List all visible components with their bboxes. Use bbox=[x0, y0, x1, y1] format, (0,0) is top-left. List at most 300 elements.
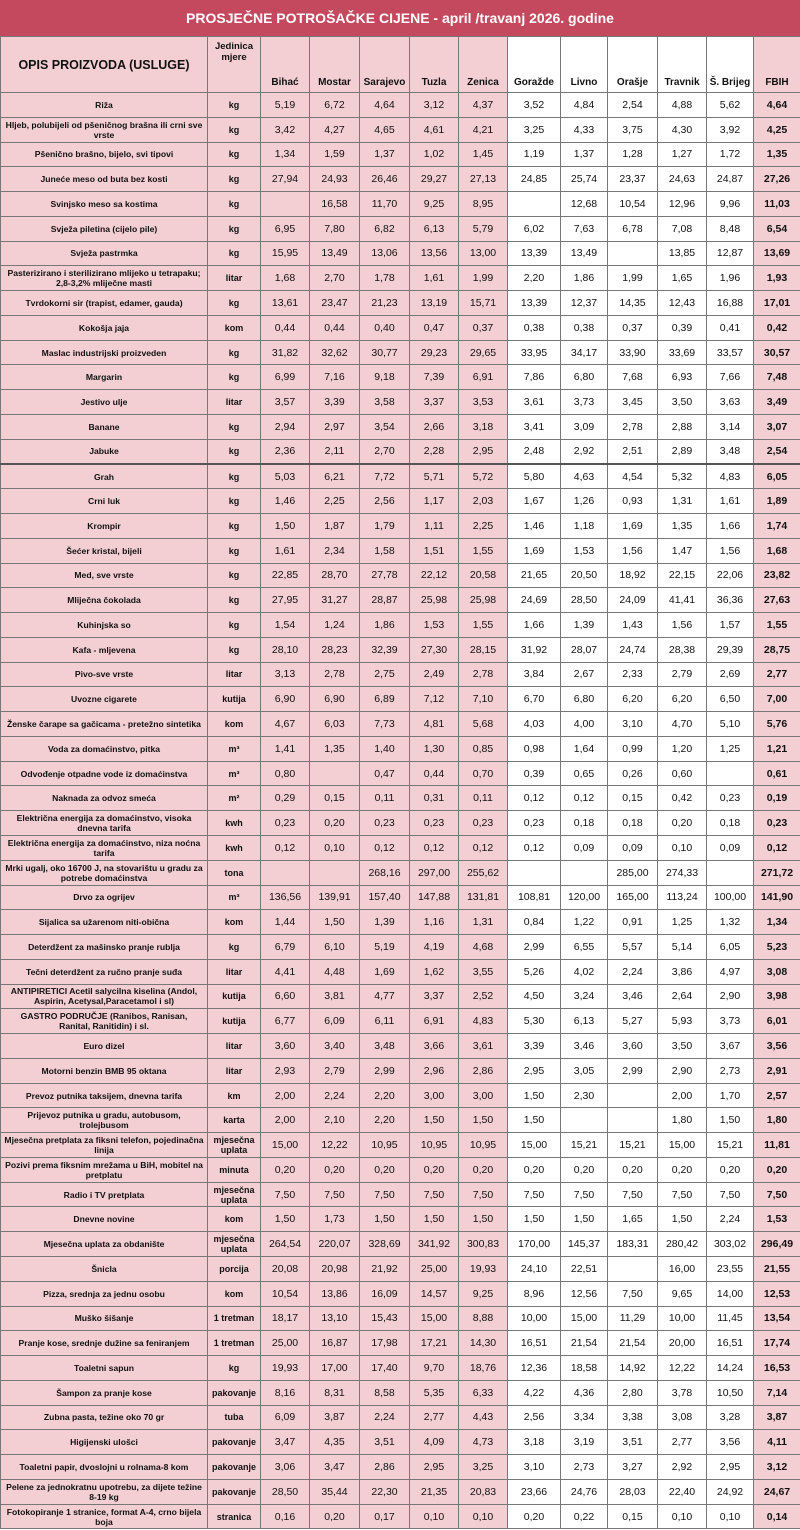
price-cell: 9,70 bbox=[410, 1356, 459, 1381]
fbih-average-cell: 13,69 bbox=[754, 241, 800, 266]
price-cell: 12,43 bbox=[658, 291, 707, 316]
price-cell bbox=[508, 192, 561, 217]
price-cell: 14,57 bbox=[410, 1281, 459, 1306]
price-cell: 0,93 bbox=[608, 489, 658, 514]
price-cell: 7,50 bbox=[608, 1281, 658, 1306]
price-cell: 0,10 bbox=[310, 835, 360, 860]
price-cell: 35,44 bbox=[310, 1479, 360, 1504]
price-cell: 280,42 bbox=[658, 1232, 707, 1257]
price-cell: 4,88 bbox=[658, 93, 707, 118]
price-cell: 2,90 bbox=[707, 984, 754, 1009]
price-cell: 0,20 bbox=[261, 1157, 310, 1182]
fbih-average-cell: 3,12 bbox=[754, 1455, 800, 1480]
price-cell: 21,65 bbox=[508, 563, 561, 588]
table-row bbox=[1, 1380, 800, 1405]
unit-of-measure: km bbox=[208, 1083, 261, 1108]
price-cell: 15,00 bbox=[410, 1306, 459, 1331]
price-cell: 3,48 bbox=[707, 439, 754, 464]
price-cell: 2,49 bbox=[410, 662, 459, 687]
unit-of-measure: litar bbox=[208, 390, 261, 415]
price-cell: 3,38 bbox=[608, 1405, 658, 1430]
price-cell: 0,23 bbox=[707, 786, 754, 811]
price-cell: 6,91 bbox=[410, 1009, 459, 1034]
product-description: Svježa pastrmka bbox=[1, 241, 208, 266]
price-cell: 2,92 bbox=[658, 1455, 707, 1480]
price-cell: 3,60 bbox=[608, 1034, 658, 1059]
price-cell: 0,23 bbox=[261, 811, 310, 836]
price-cell: 1,50 bbox=[261, 514, 310, 539]
product-description: Odvođenje otpadne vode iz domaćinstva bbox=[1, 761, 208, 786]
unit-of-measure: kg bbox=[208, 365, 261, 390]
price-cell: 19,93 bbox=[261, 1356, 310, 1381]
price-cell: 0,12 bbox=[508, 786, 561, 811]
fbih-average-cell: 11,03 bbox=[754, 192, 800, 217]
price-cell: 3,92 bbox=[707, 117, 754, 142]
unit-of-measure: minuta bbox=[208, 1157, 261, 1182]
price-cell: 6,90 bbox=[261, 687, 310, 712]
price-cell: 16,09 bbox=[360, 1281, 410, 1306]
price-cell: 31,92 bbox=[508, 637, 561, 662]
price-cell: 1,50 bbox=[410, 1207, 459, 1232]
price-cell: 6,09 bbox=[310, 1009, 360, 1034]
price-cell: 1,11 bbox=[410, 514, 459, 539]
price-cell: 3,73 bbox=[561, 390, 608, 415]
price-cell: 4,02 bbox=[561, 959, 608, 984]
price-cell: 5,80 bbox=[508, 464, 561, 489]
price-cell bbox=[561, 860, 608, 885]
price-cell bbox=[707, 860, 754, 885]
unit-of-measure: kg bbox=[208, 241, 261, 266]
price-cell: 5,68 bbox=[459, 712, 508, 737]
product-description: Uvozne cigarete bbox=[1, 687, 208, 712]
price-cell: 2,86 bbox=[360, 1455, 410, 1480]
table-row bbox=[1, 860, 800, 885]
product-description: Higijenski ulošci bbox=[1, 1430, 208, 1455]
fbih-average-cell: 23,82 bbox=[754, 563, 800, 588]
price-cell: 1,40 bbox=[360, 736, 410, 761]
fbih-average-cell: 3,08 bbox=[754, 959, 800, 984]
price-cell: 0,16 bbox=[261, 1504, 310, 1529]
price-cell: 2,66 bbox=[410, 414, 459, 439]
unit-of-measure: kg bbox=[208, 613, 261, 638]
price-cell: 0,12 bbox=[459, 835, 508, 860]
price-cell: 2,73 bbox=[561, 1455, 608, 1480]
price-cell: 2,34 bbox=[310, 538, 360, 563]
price-cell: 22,15 bbox=[658, 563, 707, 588]
fbih-average-cell: 3,87 bbox=[754, 1405, 800, 1430]
price-cell: 2,95 bbox=[459, 439, 508, 464]
price-cell: 3,47 bbox=[261, 1430, 310, 1455]
price-cell: 9,25 bbox=[459, 1281, 508, 1306]
price-cell: 2,00 bbox=[261, 1108, 310, 1133]
price-cell: 183,31 bbox=[608, 1232, 658, 1257]
price-cell: 8,31 bbox=[310, 1380, 360, 1405]
unit-of-measure: kg bbox=[208, 538, 261, 563]
price-cell: 27,95 bbox=[261, 588, 310, 613]
price-cell: 6,80 bbox=[561, 687, 608, 712]
price-cell: 0,18 bbox=[707, 811, 754, 836]
price-cell: 15,21 bbox=[707, 1133, 754, 1158]
price-cell: 1,51 bbox=[410, 538, 459, 563]
price-cell bbox=[608, 1256, 658, 1281]
price-cell: 1,66 bbox=[707, 514, 754, 539]
product-description: Dnevne novine bbox=[1, 1207, 208, 1232]
price-cell: 3,40 bbox=[310, 1034, 360, 1059]
fbih-average-cell: 271,72 bbox=[754, 860, 800, 885]
price-cell: 18,92 bbox=[608, 563, 658, 588]
unit-of-measure: litar bbox=[208, 266, 261, 291]
unit-of-measure: kg bbox=[208, 167, 261, 192]
price-cell bbox=[608, 241, 658, 266]
unit-of-measure: m³ bbox=[208, 885, 261, 910]
price-cell: 3,81 bbox=[310, 984, 360, 1009]
price-cell: 13,49 bbox=[561, 241, 608, 266]
price-cell: 4,48 bbox=[310, 959, 360, 984]
product-description: ANTIPIRETICI Acetil salycilna kiselina (Andol, Aspirin, Acetysal,Paracetamol i sl) bbox=[1, 984, 208, 1009]
price-cell: 28,50 bbox=[561, 588, 608, 613]
price-cell: 3,55 bbox=[459, 959, 508, 984]
price-cell: 34,17 bbox=[561, 340, 608, 365]
price-cell: 15,00 bbox=[561, 1306, 608, 1331]
price-cell: 1,25 bbox=[658, 910, 707, 935]
price-cell: 4,22 bbox=[508, 1380, 561, 1405]
unit-of-measure: pakovanje bbox=[208, 1479, 261, 1504]
table-row bbox=[1, 464, 800, 489]
city-header: Travnik bbox=[658, 37, 707, 93]
price-cell: 6,33 bbox=[459, 1380, 508, 1405]
price-cell: 1,50 bbox=[508, 1083, 561, 1108]
price-cell: 7,50 bbox=[658, 1182, 707, 1207]
price-cell: 1,28 bbox=[608, 142, 658, 167]
product-description: Svježa piletina (cijelo pile) bbox=[1, 216, 208, 241]
price-cell: 0,41 bbox=[707, 315, 754, 340]
price-cell: 4,83 bbox=[459, 1009, 508, 1034]
price-cell: 3,56 bbox=[707, 1430, 754, 1455]
price-cell: 1,54 bbox=[261, 613, 310, 638]
price-cell: 3,19 bbox=[561, 1430, 608, 1455]
price-cell: 28,70 bbox=[310, 563, 360, 588]
table-row bbox=[1, 1182, 800, 1207]
price-cell: 5,03 bbox=[261, 464, 310, 489]
table-row bbox=[1, 885, 800, 910]
fbih-average-cell: 5,23 bbox=[754, 935, 800, 960]
price-cell: 28,07 bbox=[561, 637, 608, 662]
price-cell: 4,81 bbox=[410, 712, 459, 737]
price-cell: 14,35 bbox=[608, 291, 658, 316]
fbih-average-cell: 0,23 bbox=[754, 811, 800, 836]
price-cell: 7,50 bbox=[261, 1182, 310, 1207]
price-cell: 1,68 bbox=[261, 266, 310, 291]
price-cell: 136,56 bbox=[261, 885, 310, 910]
unit-of-measure: kg bbox=[208, 588, 261, 613]
price-cell: 0,98 bbox=[508, 736, 561, 761]
price-cell: 1,53 bbox=[410, 613, 459, 638]
price-cell: 1,55 bbox=[459, 613, 508, 638]
product-description: Euro dizel bbox=[1, 1034, 208, 1059]
price-cell: 17,40 bbox=[360, 1356, 410, 1381]
unit-of-measure: 1 tretman bbox=[208, 1306, 261, 1331]
price-cell: 0,20 bbox=[508, 1504, 561, 1529]
price-cell: 3,63 bbox=[707, 390, 754, 415]
price-cell: 4,37 bbox=[459, 93, 508, 118]
price-cell: 10,00 bbox=[508, 1306, 561, 1331]
table-row bbox=[1, 761, 800, 786]
price-cell: 303,02 bbox=[707, 1232, 754, 1257]
unit-of-measure: litar bbox=[208, 1034, 261, 1059]
price-cell: 9,65 bbox=[658, 1281, 707, 1306]
table-row bbox=[1, 1306, 800, 1331]
price-cell: 0,20 bbox=[410, 1157, 459, 1182]
price-cell: 10,95 bbox=[459, 1133, 508, 1158]
price-cell: 1,61 bbox=[410, 266, 459, 291]
price-cell: 29,39 bbox=[707, 637, 754, 662]
price-cell: 0,15 bbox=[608, 786, 658, 811]
price-cell: 0,23 bbox=[410, 811, 459, 836]
price-cell: 2,24 bbox=[310, 1083, 360, 1108]
price-cell: 11,45 bbox=[707, 1306, 754, 1331]
unit-of-measure: kg bbox=[208, 117, 261, 142]
price-cell: 28,50 bbox=[261, 1479, 310, 1504]
price-cell: 2,20 bbox=[360, 1083, 410, 1108]
unit-of-measure: tuba bbox=[208, 1405, 261, 1430]
table-row bbox=[1, 736, 800, 761]
price-cell: 2,03 bbox=[459, 489, 508, 514]
price-cell: 5,14 bbox=[658, 935, 707, 960]
price-cell: 5,35 bbox=[410, 1380, 459, 1405]
fbih-average-cell: 1,34 bbox=[754, 910, 800, 935]
price-cell: 0,37 bbox=[608, 315, 658, 340]
fbih-average-cell: 27,63 bbox=[754, 588, 800, 613]
price-cell: 1,19 bbox=[508, 142, 561, 167]
price-cell: 2,30 bbox=[561, 1083, 608, 1108]
price-cell: 1,65 bbox=[608, 1207, 658, 1232]
product-description: Šećer kristal, bijeli bbox=[1, 538, 208, 563]
price-cell: 0,44 bbox=[261, 315, 310, 340]
price-cell: 1,17 bbox=[410, 489, 459, 514]
price-cell: 8,95 bbox=[459, 192, 508, 217]
price-cell: 1,32 bbox=[707, 910, 754, 935]
price-cell: 0,39 bbox=[658, 315, 707, 340]
price-cell: 4,30 bbox=[658, 117, 707, 142]
table-row bbox=[1, 439, 800, 464]
city-header: Goražde bbox=[508, 37, 561, 93]
price-cell: 3,48 bbox=[360, 1034, 410, 1059]
price-cell: 9,18 bbox=[360, 365, 410, 390]
fbih-average-cell: 5,76 bbox=[754, 712, 800, 737]
price-cell: 0,10 bbox=[658, 1504, 707, 1529]
price-cell: 1,69 bbox=[360, 959, 410, 984]
price-cell: 1,96 bbox=[707, 266, 754, 291]
price-cell: 1,24 bbox=[310, 613, 360, 638]
price-cell: 4,19 bbox=[410, 935, 459, 960]
price-cell: 6,89 bbox=[360, 687, 410, 712]
product-description: Prijevoz putnika u gradu, autobusom, trolejbusom bbox=[1, 1108, 208, 1133]
price-cell: 3,39 bbox=[508, 1034, 561, 1059]
price-cell bbox=[608, 1108, 658, 1133]
price-cell: 1,61 bbox=[707, 489, 754, 514]
price-cell: 0,23 bbox=[360, 811, 410, 836]
price-cell: 3,34 bbox=[561, 1405, 608, 1430]
price-cell: 0,10 bbox=[459, 1504, 508, 1529]
price-cell: 0,20 bbox=[310, 811, 360, 836]
table-row bbox=[1, 1157, 800, 1182]
price-cell: 27,13 bbox=[459, 167, 508, 192]
price-cell: 13,06 bbox=[360, 241, 410, 266]
price-cell: 1,44 bbox=[261, 910, 310, 935]
price-cell: 3,10 bbox=[508, 1455, 561, 1480]
price-cell: 145,37 bbox=[561, 1232, 608, 1257]
price-cell: 14,92 bbox=[608, 1356, 658, 1381]
price-cell: 2,77 bbox=[658, 1430, 707, 1455]
price-cell: 12,37 bbox=[561, 291, 608, 316]
price-cell: 1,67 bbox=[508, 489, 561, 514]
fbih-average-cell: 3,49 bbox=[754, 390, 800, 415]
price-cell: 0,44 bbox=[410, 761, 459, 786]
price-cell: 6,77 bbox=[261, 1009, 310, 1034]
price-cell: 17,21 bbox=[410, 1331, 459, 1356]
price-cell: 12,68 bbox=[561, 192, 608, 217]
price-cell: 28,10 bbox=[261, 637, 310, 662]
fbih-average-cell: 17,74 bbox=[754, 1331, 800, 1356]
fbih-average-cell: 28,75 bbox=[754, 637, 800, 662]
price-cell: 2,77 bbox=[410, 1405, 459, 1430]
price-cell: 0,23 bbox=[459, 811, 508, 836]
price-cell: 1,50 bbox=[508, 1108, 561, 1133]
price-cell: 7,12 bbox=[410, 687, 459, 712]
unit-of-measure: kutija bbox=[208, 687, 261, 712]
price-cell: 1,59 bbox=[310, 142, 360, 167]
price-cell: 100,00 bbox=[707, 885, 754, 910]
table-row bbox=[1, 712, 800, 737]
price-cell bbox=[561, 1108, 608, 1133]
price-cell: 6,10 bbox=[310, 935, 360, 960]
price-cell: 4,63 bbox=[561, 464, 608, 489]
price-cell: 3,61 bbox=[508, 390, 561, 415]
price-cell: 4,27 bbox=[310, 117, 360, 142]
price-cell: 1,50 bbox=[658, 1207, 707, 1232]
price-cell: 3,24 bbox=[561, 984, 608, 1009]
price-cell: 1,22 bbox=[561, 910, 608, 935]
price-cell: 20,98 bbox=[310, 1256, 360, 1281]
table-row bbox=[1, 1455, 800, 1480]
price-cell: 5,79 bbox=[459, 216, 508, 241]
price-cell: 0,20 bbox=[310, 1504, 360, 1529]
product-description: Pizza, srednja za jednu osobu bbox=[1, 1281, 208, 1306]
price-cell: 0,80 bbox=[261, 761, 310, 786]
price-cell: 3,25 bbox=[508, 117, 561, 142]
table-row bbox=[1, 935, 800, 960]
price-cell: 4,61 bbox=[410, 117, 459, 142]
table-row bbox=[1, 1331, 800, 1356]
price-cell: 1,66 bbox=[508, 613, 561, 638]
price-cell: 1,50 bbox=[707, 1108, 754, 1133]
price-cell: 1,50 bbox=[459, 1207, 508, 1232]
price-cell: 0,85 bbox=[459, 736, 508, 761]
product-description: Jestivo ulje bbox=[1, 390, 208, 415]
price-cell: 2,88 bbox=[658, 414, 707, 439]
price-cell: 24,85 bbox=[508, 167, 561, 192]
product-description: Motorni benzin BMB 95 oktana bbox=[1, 1058, 208, 1083]
price-cell: 4,21 bbox=[459, 117, 508, 142]
table-row bbox=[1, 291, 800, 316]
price-cell: 9,96 bbox=[707, 192, 754, 217]
price-cell: 7,66 bbox=[707, 365, 754, 390]
price-cell: 18,76 bbox=[459, 1356, 508, 1381]
price-cell: 2,99 bbox=[608, 1058, 658, 1083]
price-cell: 3,00 bbox=[410, 1083, 459, 1108]
table-row bbox=[1, 959, 800, 984]
product-description: Toaletni sapun bbox=[1, 1356, 208, 1381]
table-row bbox=[1, 984, 800, 1009]
price-cell: 1,50 bbox=[410, 1108, 459, 1133]
price-cell: 0,84 bbox=[508, 910, 561, 935]
unit-of-measure: kg bbox=[208, 464, 261, 489]
fbih-average-cell: 11,81 bbox=[754, 1133, 800, 1158]
fbih-average-cell: 1,93 bbox=[754, 266, 800, 291]
product-description: Naknada za odvoz smeća bbox=[1, 786, 208, 811]
price-cell: 21,54 bbox=[561, 1331, 608, 1356]
price-cell: 0,09 bbox=[608, 835, 658, 860]
price-cell: 0,15 bbox=[310, 786, 360, 811]
fbih-average-cell: 1,74 bbox=[754, 514, 800, 539]
price-cell: 1,50 bbox=[508, 1207, 561, 1232]
fbih-average-cell: 21,55 bbox=[754, 1256, 800, 1281]
table-row bbox=[1, 93, 800, 118]
price-cell: 0,47 bbox=[410, 315, 459, 340]
city-header: Bihać bbox=[261, 37, 310, 93]
fbih-average-cell: 2,54 bbox=[754, 439, 800, 464]
price-cell: 1,18 bbox=[561, 514, 608, 539]
price-cell: 3,47 bbox=[310, 1455, 360, 1480]
price-cell: 3,86 bbox=[658, 959, 707, 984]
product-description: Električna energija za domaćinstvo, niza noćna tarifa bbox=[1, 835, 208, 860]
fbih-average-cell: 3,98 bbox=[754, 984, 800, 1009]
price-cell: 3,46 bbox=[608, 984, 658, 1009]
price-cell: 2,64 bbox=[658, 984, 707, 1009]
price-cell: 1,43 bbox=[608, 613, 658, 638]
product-description: Mjesečna pretplata za fiksni telefon, pojedinačna linija bbox=[1, 1133, 208, 1158]
unit-of-measure: kg bbox=[208, 439, 261, 464]
price-cell: 1,35 bbox=[310, 736, 360, 761]
price-cell: 1,16 bbox=[410, 910, 459, 935]
price-cell: 3,54 bbox=[360, 414, 410, 439]
price-cell: 1,39 bbox=[360, 910, 410, 935]
fbih-average-cell: 12,53 bbox=[754, 1281, 800, 1306]
price-cell: 3,58 bbox=[360, 390, 410, 415]
fbih-average-cell: 2,57 bbox=[754, 1083, 800, 1108]
price-cell: 22,51 bbox=[561, 1256, 608, 1281]
price-cell: 5,30 bbox=[508, 1009, 561, 1034]
price-cell: 0,10 bbox=[410, 1504, 459, 1529]
table-row bbox=[1, 414, 800, 439]
price-cell: 6,99 bbox=[261, 365, 310, 390]
price-cell: 27,30 bbox=[410, 637, 459, 662]
price-cell: 21,54 bbox=[608, 1331, 658, 1356]
price-cell: 2,95 bbox=[410, 1455, 459, 1480]
price-cell: 2,70 bbox=[310, 266, 360, 291]
price-cell: 6,13 bbox=[410, 216, 459, 241]
product-description: Pšenično brašno, bijelo, svi tipovi bbox=[1, 142, 208, 167]
price-cell: 139,91 bbox=[310, 885, 360, 910]
price-cell: 41,41 bbox=[658, 588, 707, 613]
fbih-average-cell: 6,54 bbox=[754, 216, 800, 241]
price-cell: 29,65 bbox=[459, 340, 508, 365]
table-row bbox=[1, 365, 800, 390]
unit-of-measure: stranica bbox=[208, 1504, 261, 1529]
fbih-average-cell: 27,26 bbox=[754, 167, 800, 192]
price-cell: 1,87 bbox=[310, 514, 360, 539]
table-row bbox=[1, 835, 800, 860]
